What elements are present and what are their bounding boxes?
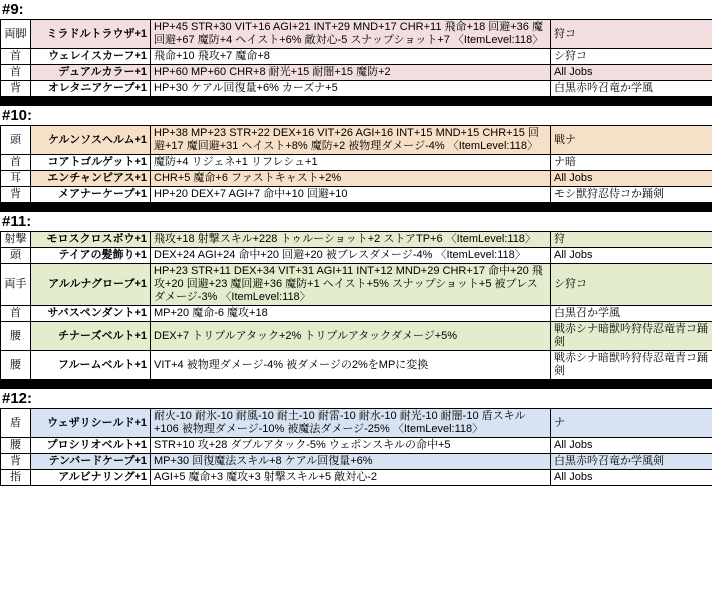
- item-jobs-cell: 戦赤シナ暗獣吟狩侍忍竜青コ踊剣: [551, 351, 712, 380]
- item-name-cell: ケルンソスヘルム+1: [31, 126, 151, 155]
- equip-slot-cell: 射撃: [1, 232, 31, 248]
- equip-slot-cell: 頭: [1, 126, 31, 155]
- item-stats-cell: STR+10 攻+28 ダブルアタック-5% ウェポンスキルの命中+5: [151, 438, 551, 454]
- item-stats-cell: DEX+24 AGI+24 命中+20 回避+20 被ブレスダメージ-4% 〈ItemLevel:118〉: [151, 248, 551, 264]
- item-name-cell: サバスペンダント+1: [31, 306, 151, 322]
- item-stats-cell: AGI+5 魔命+3 魔攻+3 射撃スキル+5 敵対心-2: [151, 470, 551, 486]
- item-jobs-cell: 白黒召か学風: [551, 306, 712, 322]
- item-name-cell: テイアの髪飾り+1: [31, 248, 151, 264]
- table-row: [1, 351, 712, 380]
- equip-slot-cell: 首: [1, 65, 31, 81]
- item-name-cell: アルルナグローブ+1: [31, 264, 151, 306]
- item-stats-cell: MP+20 魔命-6 魔攻+18: [151, 306, 551, 322]
- item-jobs-cell: All Jobs: [551, 65, 712, 81]
- item-jobs-cell: 戦ナ: [551, 126, 712, 155]
- item-jobs-cell: 白黒赤吟召竜か学風: [551, 81, 712, 97]
- item-name-cell: アルビナリング+1: [31, 470, 151, 486]
- item-name-cell: メアナーケープ+1: [31, 187, 151, 203]
- table-row: [1, 248, 712, 264]
- equip-slot-cell: 盾: [1, 409, 31, 438]
- item-name-cell: フルームベルト+1: [31, 351, 151, 380]
- equip-slot-cell: 背: [1, 81, 31, 97]
- item-name-cell: ウェレイスカーフ+1: [31, 49, 151, 65]
- item-stats-cell: 魔防+4 リジェネ+1 リフレシュ+1: [151, 155, 551, 171]
- section-divider: [0, 380, 712, 389]
- equip-slot-cell: 背: [1, 187, 31, 203]
- item-section: [0, 212, 712, 389]
- item-section: [0, 0, 712, 106]
- item-name-cell: エンチャンピアス+1: [31, 171, 151, 187]
- item-jobs-cell: 狩コ: [551, 20, 712, 49]
- table-row: [1, 65, 712, 81]
- item-stats-cell: HP+45 STR+30 VIT+16 AGI+21 INT+29 MND+17 CHR+11 飛命+18 回避+36 魔回避+67 魔防+4 ヘイスト+6% 敵対心-5 スナップショット+7 〈ItemLevel:118〉: [151, 20, 551, 49]
- equip-slot-cell: 首: [1, 306, 31, 322]
- item-stats-cell: HP+30 ケアル回復量+6% カーズナ+5: [151, 81, 551, 97]
- item-stats-cell: VIT+4 被物理ダメージ-4% 被ダメージの2%をMPに変換: [151, 351, 551, 380]
- item-name-cell: オレタニアケープ+1: [31, 81, 151, 97]
- item-stats-cell: HP+60 MP+60 CHR+8 耐光+15 耐闇+15 魔防+2: [151, 65, 551, 81]
- table-row: [1, 409, 712, 438]
- item-stats-cell: HP+23 STR+11 DEX+34 VIT+31 AGI+11 INT+12 MND+29 CHR+17 命中+20 飛攻+20 回避+23 魔回避+36 魔防+1 ヘイスト+5% スナップショット+5 被ブレスダメージ-3% 〈ItemLevel:118〉: [151, 264, 551, 306]
- item-stats-cell: 耐火-10 耐氷-10 耐風-10 耐土-10 耐雷-10 耐水-10 耐光-10 耐闇-10 盾スキル+106 被物理ダメージ-10% 被魔法ダメージ-25% 〈ItemLevel:118〉: [151, 409, 551, 438]
- table-row: [1, 232, 712, 248]
- equip-slot-cell: 腰: [1, 438, 31, 454]
- item-stats-cell: MP+30 回復魔法スキル+8 ケアル回復量+6%: [151, 454, 551, 470]
- item-name-cell: チナーズベルト+1: [31, 322, 151, 351]
- table-row: [1, 155, 712, 171]
- section-title: #12:: [2, 390, 33, 407]
- section-title: #10:: [2, 107, 33, 124]
- item-jobs-cell: モシ獣狩忍侍コか踊剣: [551, 187, 712, 203]
- item-jobs-cell: All Jobs: [551, 171, 712, 187]
- item-jobs-cell: 白黒赤吟召竜か学風剣: [551, 454, 712, 470]
- item-name-cell: コアトゴルゲット+1: [31, 155, 151, 171]
- item-table: [0, 19, 712, 97]
- item-jobs-cell: All Jobs: [551, 470, 712, 486]
- item-section: [0, 106, 712, 212]
- item-jobs-cell: シ狩コ: [551, 264, 712, 306]
- table-row: [1, 49, 712, 65]
- item-jobs-cell: ナ: [551, 409, 712, 438]
- equip-slot-cell: 腰: [1, 351, 31, 380]
- table-row: [1, 306, 712, 322]
- item-jobs-cell: All Jobs: [551, 248, 712, 264]
- table-row: [1, 322, 712, 351]
- item-stats-cell: 飛攻+18 射撃スキル+228 トゥルーショット+2 ストアTP+6 〈ItemLevel:118〉: [151, 232, 551, 248]
- equip-slot-cell: 指: [1, 470, 31, 486]
- item-jobs-cell: 戦赤シナ暗獣吟狩侍忍竜青コ踊剣: [551, 322, 712, 351]
- item-stats-cell: HP+20 DEX+7 AGI+7 命中+10 回避+10: [151, 187, 551, 203]
- item-stats-cell: 飛命+10 飛攻+7 魔命+8: [151, 49, 551, 65]
- equip-slot-cell: 頭: [1, 248, 31, 264]
- item-table: [0, 408, 712, 486]
- equip-slot-cell: 両手: [1, 264, 31, 306]
- item-jobs-cell: 狩: [551, 232, 712, 248]
- section-divider: [0, 203, 712, 212]
- table-row: [1, 126, 712, 155]
- item-name-cell: ウェザリシールド+1: [31, 409, 151, 438]
- item-table: [0, 125, 712, 203]
- equip-slot-cell: 背: [1, 454, 31, 470]
- equip-slot-cell: 首: [1, 49, 31, 65]
- item-name-cell: デュアルカラー+1: [31, 65, 151, 81]
- section-title: #9:: [2, 1, 24, 18]
- item-name-cell: モロスクロスボウ+1: [31, 232, 151, 248]
- item-name-cell: プロシリオベルト+1: [31, 438, 151, 454]
- item-jobs-cell: ナ暗: [551, 155, 712, 171]
- table-row: [1, 81, 712, 97]
- table-row: [1, 187, 712, 203]
- table-row: [1, 470, 712, 486]
- item-name-cell: テンバードケープ+1: [31, 454, 151, 470]
- item-stats-cell: DEX+7 トリプルアタック+2% トリプルアタックダメージ+5%: [151, 322, 551, 351]
- item-stats-cell: HP+38 MP+23 STR+22 DEX+16 VIT+26 AGI+16 INT+15 MND+15 CHR+15 回避+17 魔回避+31 ヘイスト+8% 魔防+2 被物理ダメージ-4% 〈ItemLevel:118〉: [151, 126, 551, 155]
- item-table: [0, 231, 712, 380]
- item-section: [0, 389, 712, 486]
- item-name-cell: ミラドルトラウザ+1: [31, 20, 151, 49]
- equip-slot-cell: 首: [1, 155, 31, 171]
- item-stats-cell: CHR+5 魔命+6 ファストキャスト+2%: [151, 171, 551, 187]
- equip-slot-cell: 腰: [1, 322, 31, 351]
- equip-slot-cell: 両脚: [1, 20, 31, 49]
- equip-slot-cell: 耳: [1, 171, 31, 187]
- table-row: [1, 171, 712, 187]
- table-row: [1, 20, 712, 49]
- table-row: [1, 438, 712, 454]
- section-divider: [0, 97, 712, 106]
- section-title: #11:: [2, 213, 32, 230]
- item-jobs-cell: All Jobs: [551, 438, 712, 454]
- table-row: [1, 264, 712, 306]
- item-jobs-cell: シ狩コ: [551, 49, 712, 65]
- table-row: [1, 454, 712, 470]
